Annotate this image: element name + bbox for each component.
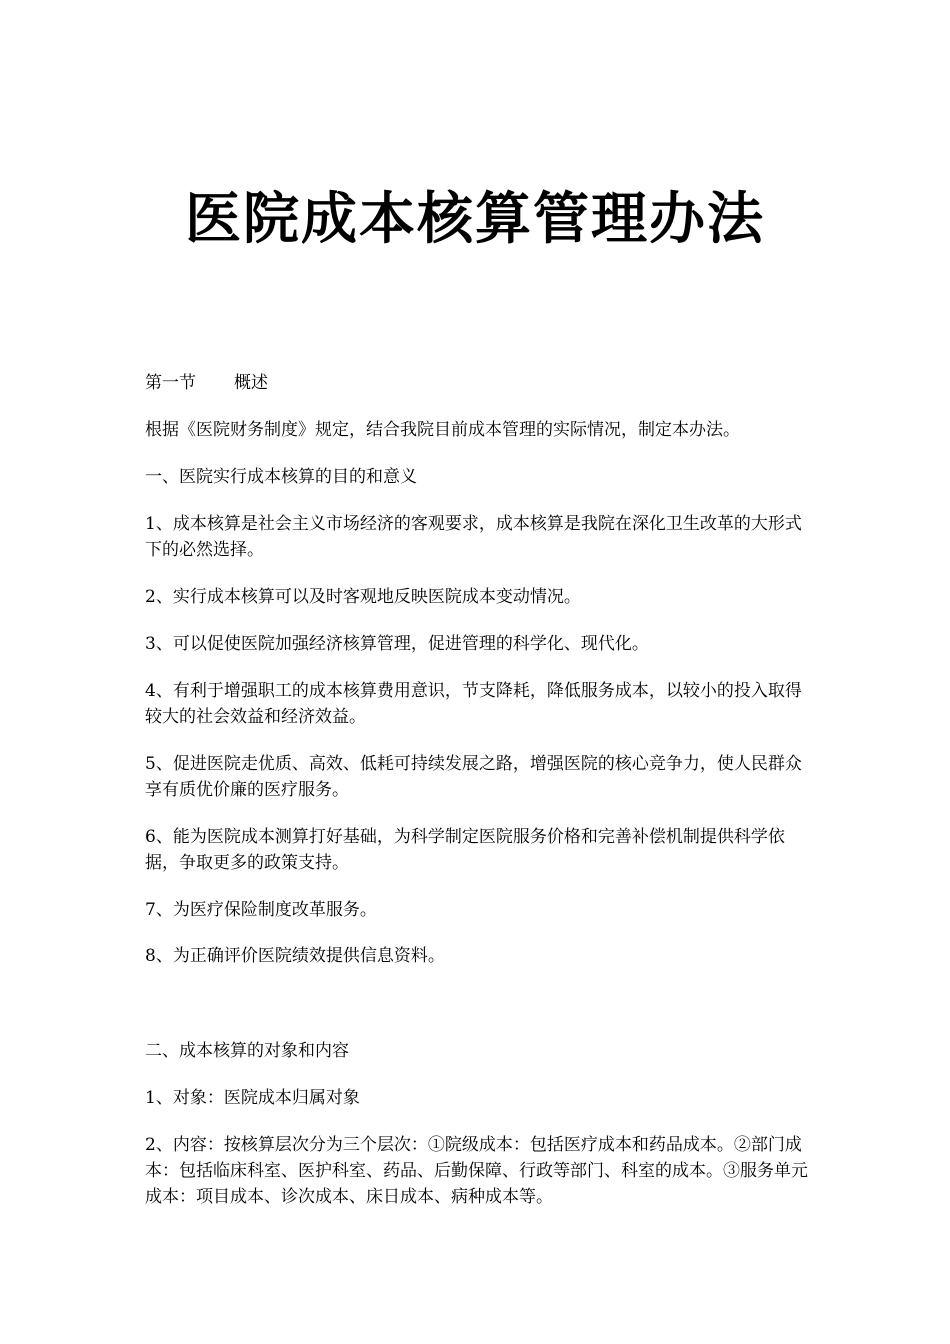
part1-item: 2、实行成本核算可以及时客观地反映医院成本变动情况。 (145, 587, 581, 607)
part2-item: 1、对象：医院成本归属对象 (145, 1088, 360, 1108)
part1-item: 5、促进医院走优质、高效、低耗可持续发展之路，增强医院的核心竞争力，使人民群众享有质优价廉的医疗服务。 (145, 754, 802, 800)
part1-item: 6、能为医院成本测算打好基础，为科学制定医院服务价格和完善补偿机制提供科学依据，争取更多的政策支持。 (145, 827, 785, 873)
part1-heading: 一、医院实行成本核算的目的和意义 (145, 467, 417, 487)
part1-item: 7、为医疗保险制度改革服务。 (145, 900, 377, 920)
document-title: 医院成本核算管理办法 (185, 186, 765, 252)
section-heading (145, 370, 811, 396)
part1-item: 8、为正确评价医院绩效提供信息资料。 (145, 946, 445, 966)
part2-heading: 二、成本核算的对象和内容 (145, 1041, 349, 1061)
part1-item: 4、有利于增强职工的成本核算费用意识，节支降耗，降低服务成本，以较小的投入取得较大的社会效益和经济效益。 (145, 681, 802, 727)
part1-item: 3、可以促使医院加强经济核算管理，促进管理的科学化、现代化。 (145, 634, 649, 654)
intro-paragraph: 根据《医院财务制度》规定，结合我院目前成本管理的实际情况，制定本办法。 (145, 420, 740, 440)
section-name: 概述 (234, 373, 268, 393)
part1-item: 1、成本核算是社会主义市场经济的客观要求，成本核算是我院在深化卫生改革的大形式下的必然选择。 (145, 514, 802, 560)
part2-item: 2、内容：按核算层次分为三个层次：①院级成本：包括医疗成本和药品成本。②部门成本：包括临床科室、医护科室、药品、后勤保障、行政等部门、科室的成本。③服务单元成本：项目成本、诊次成本、床日成本、病种成本等。 (145, 1135, 808, 1207)
section-number: 第一节 (145, 373, 196, 393)
